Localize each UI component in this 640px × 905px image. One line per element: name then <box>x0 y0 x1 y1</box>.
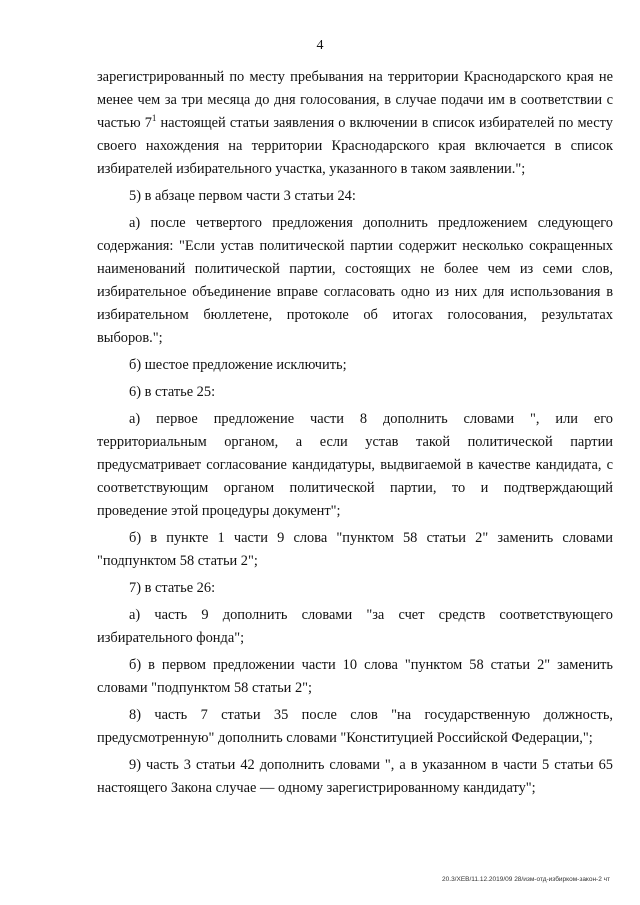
paragraph-item-5: 5) в абзаце первом части 3 статьи 24: <box>129 188 356 204</box>
paragraph-item-5a: а) после четвертого предложения дополнить предложением следующего содержания: "Если устав политической партии содержит несколько сокращенных наименований политической партии, состоящих не более чем из семи слов, избирательное объединение вправе согласовать одно из них для использования в избирательном бюллетене, протоколе об итогах голосования, результатах выборов."; <box>97 215 613 346</box>
paragraph-text-before-sup: зарегистрированный по месту пребывания на территории Краснодарского края не менее чем за три месяца до дня голосования, в случае подачи им в соответствии с частью 7 <box>97 69 613 131</box>
paragraph-item-6: 6) в статье 25: <box>129 384 216 400</box>
document-body <box>97 66 613 804</box>
paragraph-item-7: 7) в статье 26: <box>129 580 216 596</box>
page-number: 4 <box>316 38 324 53</box>
footer-document-code: 20.3/ХЕВ/11.12.2019/09 28/изм-отд-избирком-закон-2 чт <box>442 876 610 883</box>
paragraph-item-6b: б) в пункте 1 части 9 слова "пунктом 58 статьи 2" заменить словами "подпунктом 58 статьи 2"; <box>97 530 613 569</box>
paragraph-text-after-sup: настоящей статьи заявления о включении в список избирателей по месту своего нахождения на территории Краснодарского края включается в список избирателей избирательного участка, указанного в таком заявлении."; <box>97 115 613 177</box>
paragraph-item-5b: б) шестое предложение исключить; <box>129 357 347 373</box>
paragraph-item-8: 8) часть 7 статьи 35 после слов "на государственную должность, предусмотренную" дополнить словами "Конституцией Российской Федерации,"; <box>97 707 613 746</box>
paragraph-item-7a: а) часть 9 дополнить словами "за счет средств соответствующего избирательного фонда"; <box>97 607 613 646</box>
paragraph-item-7b: б) в первом предложении части 10 слова "пунктом 58 статьи 2" заменить словами "подпунктом 58 статьи 2"; <box>97 657 613 696</box>
superscript-index: 1 <box>151 113 157 124</box>
paragraph-item-9: 9) часть 3 статьи 42 дополнить словами ", а в указанном в части 5 статьи 65 настоящего Закона случае — одному зарегистрированному кандидату"; <box>97 757 613 796</box>
paragraph-continuation <box>97 66 613 181</box>
paragraph-item-6a: а) первое предложение части 8 дополнить словами ", или его территориальным органом, а если устав такой политической партии предусматривает согласование кандидатуры, выдвигаемой в качестве кандидата, с соответствующим органом политической партии, то и подтверждающий проведение этой процедуры документ"; <box>97 411 613 519</box>
